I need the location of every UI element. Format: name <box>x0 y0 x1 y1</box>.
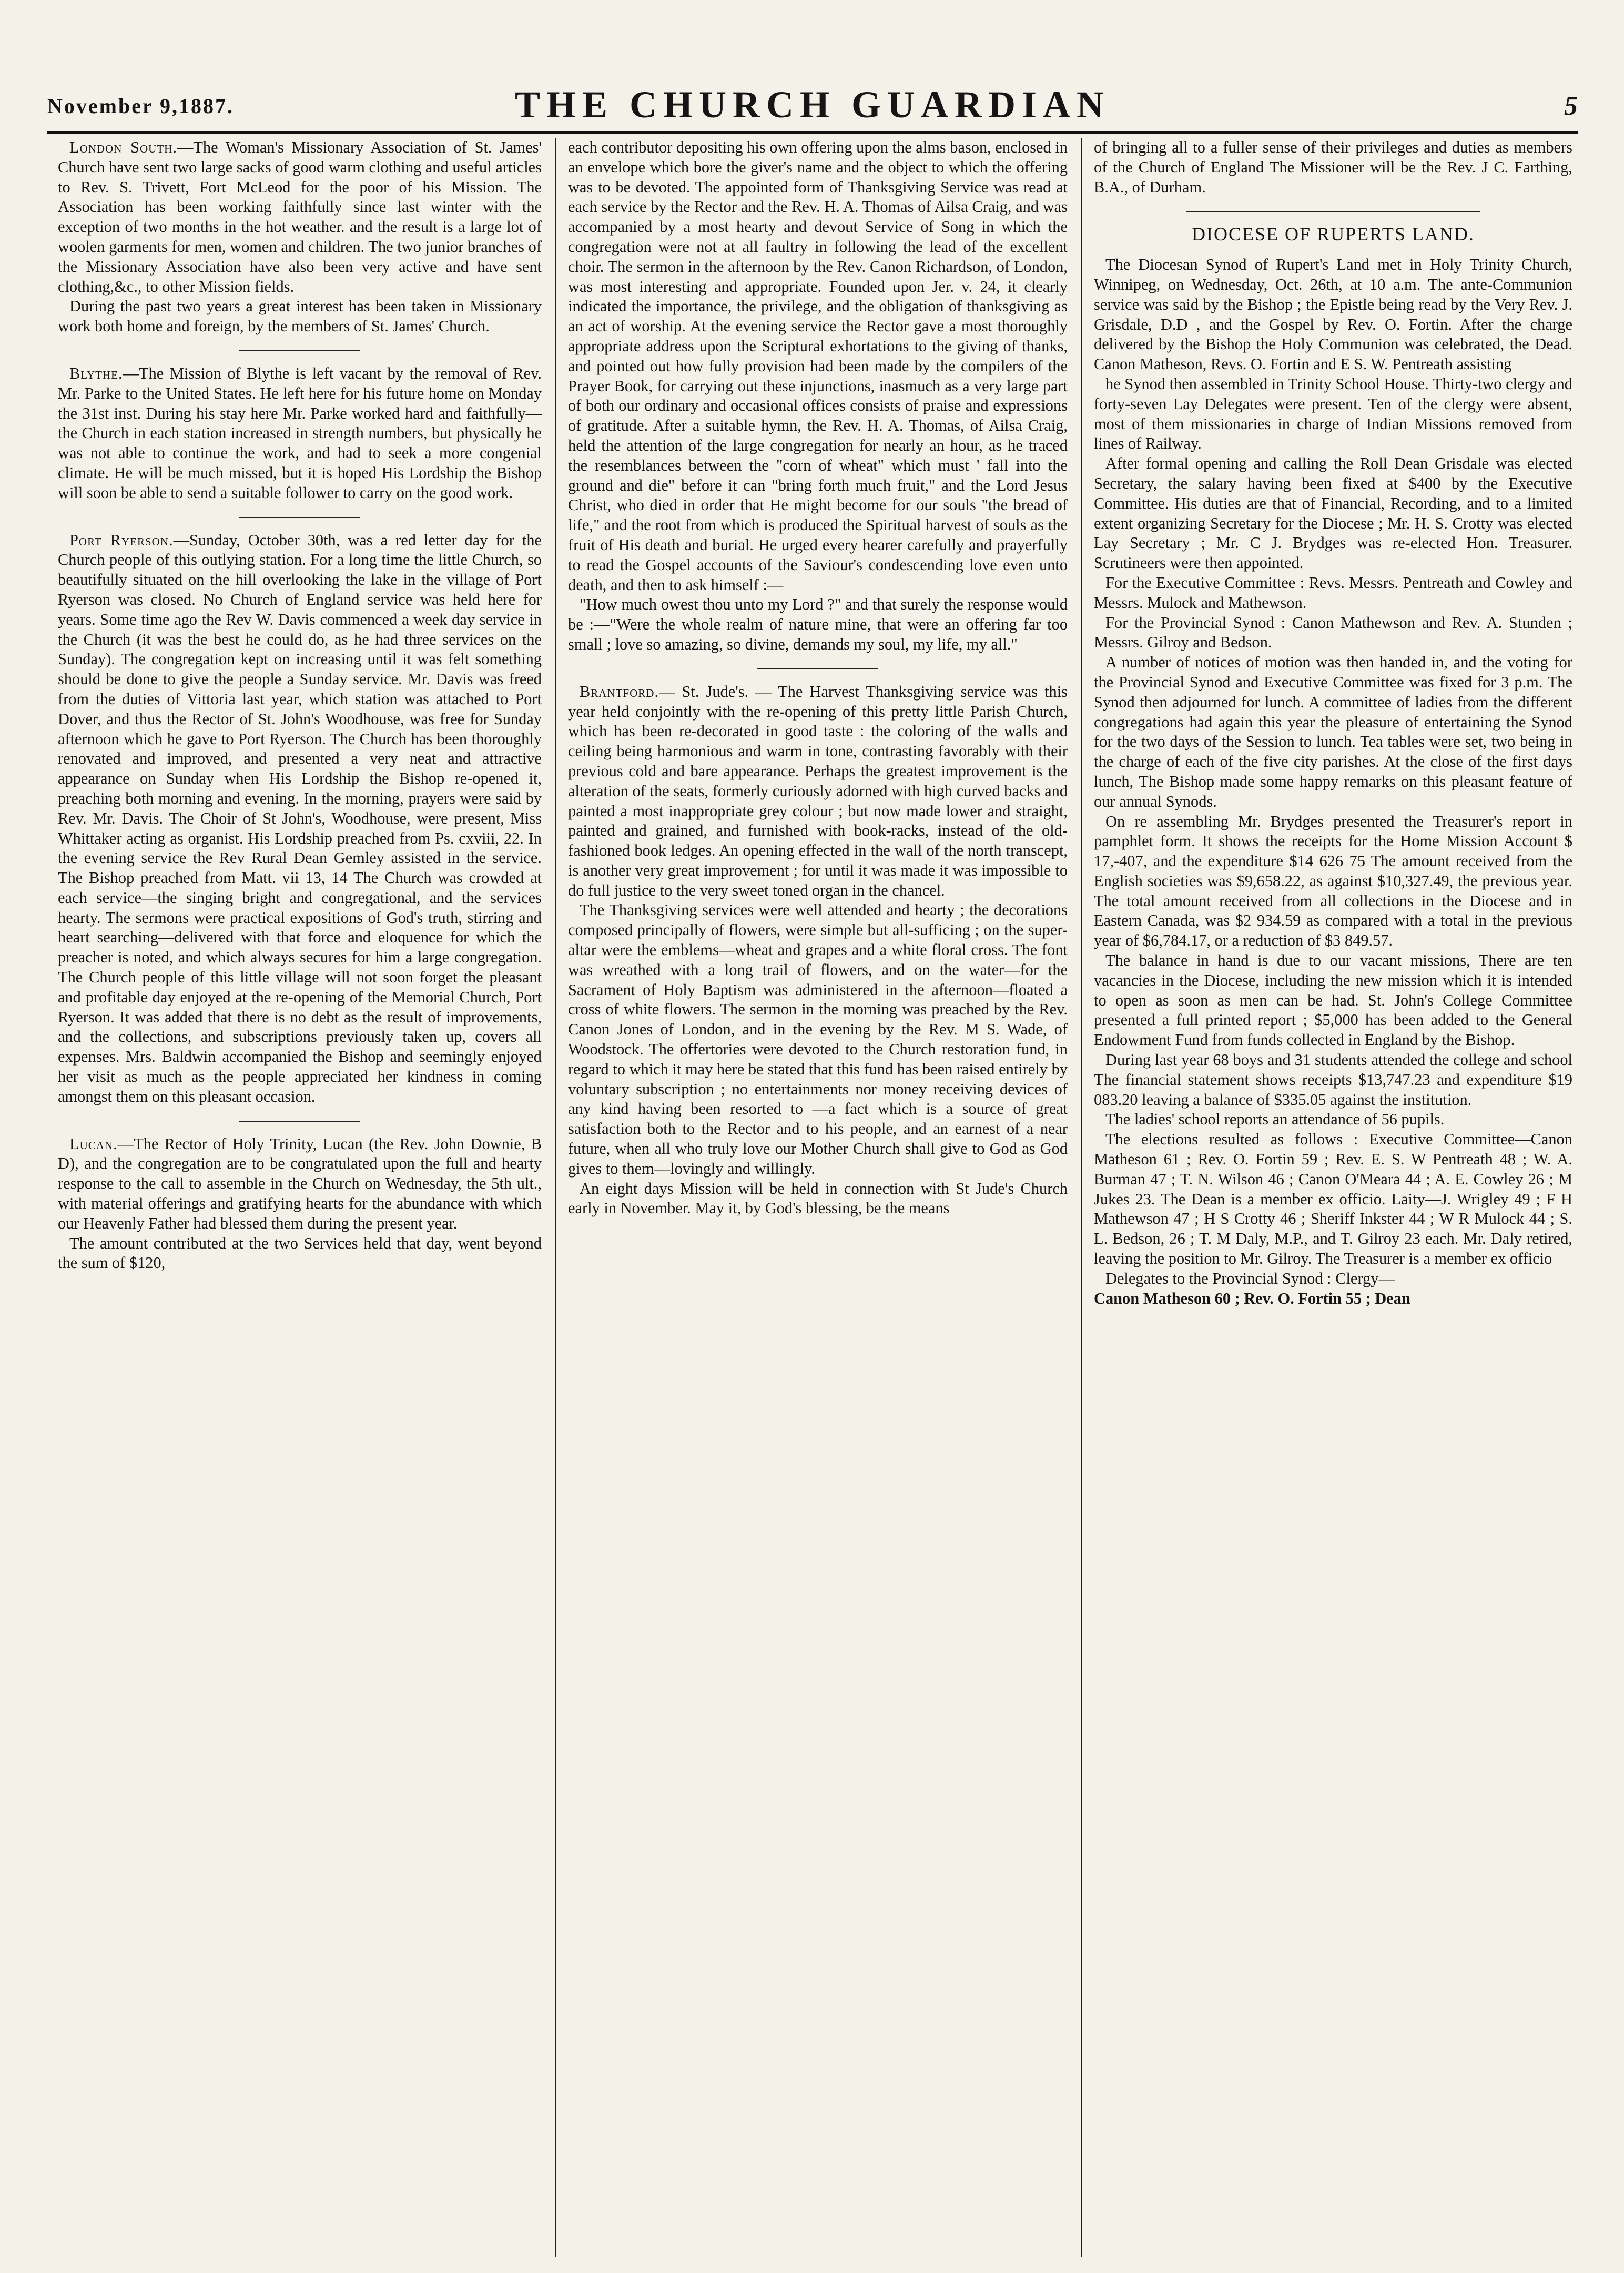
article-paragraph: After formal opening and calling the Roll Dean Grisdale was elected Secretary, the salary having been fixed at $400 by the Executive Committee. His duties are that of Financial, Recording, and to a limited extent organizing Secretary for the Diocese ; Mr. H. S. Crotty was elected Lay Secretary ; Mr. C J. Brydges was re-elected Hon. Treasurer. Scrutineers were then appointed. <box>1094 454 1572 572</box>
article-paragraph: of bringing all to a fuller sense of their privileges and duties as members of the Church of England The Missioner will be the Rev. J C. Farthing, B.A., of Durham. <box>1094 138 1572 196</box>
page-header <box>47 79 1578 137</box>
masthead-title: THE CHURCH GUARDIAN <box>514 84 1111 126</box>
article-separator <box>1186 211 1480 212</box>
article-lead: London South. <box>69 138 177 156</box>
column-divider <box>555 138 556 2257</box>
article-paragraph: During the past two years a great interest has been taken in Missionary work both home and foreign, by the members of St. James' Church. <box>58 297 542 336</box>
article-paragraph: For the Executive Committee : Revs. Messrs. Pentreath and Cowley and Messrs. Mulock and Mathewson. <box>1094 573 1572 612</box>
article-lucan <box>58 1134 542 1234</box>
article-lead: Lucan. <box>69 1134 118 1153</box>
header-rule <box>47 131 1578 134</box>
issue-date: November 9,1887. <box>47 94 234 118</box>
article-brantford <box>568 682 1068 901</box>
article-port-ryerson <box>58 531 542 1107</box>
article-text: — St. Jude's. — The Harvest Thanksgiving service was this year held conjointly with the re-opening of this pretty little Parish Church, which has been re-decorated in good taste : the coloring of the walls and ceiling being harmonious and warm in tone, contrasting favorably with their previous cold and bare appearance. Perhaps the greatest improvement is the alteration of the seats, formerly curiously adorned with high curved backs and painted a most inappropriate grey colour ; but now made lower and straight, painted and grained, and furnished with book-racks, instead of the old-fashioned book ledges. An opening effected in the wall of the north transcept, is another very great improvement ; for until it was made it was impossible to do full justice to the very sweet toned organ in the chancel. <box>568 682 1068 899</box>
article-paragraph: For the Provincial Synod : Canon Mathewson and Rev. A. Stunden ; Messrs. Gilroy and Bedson. <box>1094 613 1572 652</box>
article-paragraph: The Thanksgiving services were well attended and hearty ; the decorations composed principally of flowers, were simple but all-sufficing ; on the super-altar were the emblems—wheat and grapes and a white floral cross. The font was wreathed with a long trail of flowers, and on the water—for the Sacrament of Holy Baptism was administered in the afternoon—floated a cross of white flowers. The sermon in the morning was preached by the Rev. Canon Jones of London, and in the evening by the Rev. M S. Wade, of Woodstock. The offertories were devoted to the Church restoration fund, in regard to which it may here be stated that this fund has been raised entirely by voluntary subscription ; no entertainments nor money receiving devices of any kind having been resorted to —a fact which is a source of great satisfaction both to the Rector and to his people, and an earnest of a near future, when all who truly love our Mother Church shall give to God as God gives to them—lovingly and willingly. <box>568 901 1068 1178</box>
column-divider <box>1081 138 1082 2257</box>
article-lead: Brantford. <box>580 682 659 701</box>
article-separator <box>239 1121 360 1122</box>
article-lead: Port Ryerson. <box>69 531 174 549</box>
article-blythe <box>58 364 542 503</box>
article-separator <box>239 517 360 518</box>
article-paragraph: "How much owest thou unto my Lord ?" and that surely the response would be :—"Were the whole realm of nature mine, that were an offering far too small ; love so amazing, so divine, demands my soul, my life, my all." <box>568 595 1068 653</box>
column-2 <box>568 138 1068 2247</box>
article-paragraph: During last year 68 boys and 31 students attended the college and school The financial statement shows receipts $13,747.23 and expenditure $19 083.20 leaving a balance of $335.05 against the institution. <box>1094 1051 1572 1109</box>
article-paragraph: The balance in hand is due to our vacant missions, There are ten vacancies in the Diocese, including the new mission which it is intended to open as soon as men can be had. St. John's College Committee presented a full printed report ; $5,000 has been added to the General Endowment Fund from funds collected in England by the Bishop. <box>1094 951 1572 1049</box>
article-paragraph: On re assembling Mr. Brydges presented the Treasurer's report in pamphlet form. It shows the receipts for the Home Mission Account $ 17,-407, and the expenditure $14 626 75 The amount received from the English societies was $9,658.22, as against $10,327.49, the previous year. The total amount received from all collections in the Diocese and in Eastern Canada, was $2 934.59 as compared with a total in the previous year of $6,784.17, or a reduction of $3 849.57. <box>1094 812 1572 950</box>
article-text: —The Woman's Missionary Association of St. James' Church have sent two large sacks of good warm clothing and useful articles to Rev. S. Trivett, Fort McLeod for the poor of his Mission. The Association has been working faithfully since last winter with the exception of two months in the hot weather. and the result is a large lot of woolen garments for men, women and children. The two junior branches of the Missionary Association have also been very active and have sent clothing,&c., to other Mission fields. <box>58 138 542 296</box>
article-paragraph: The amount contributed at the two Services held that day, went beyond the sum of $120, <box>58 1234 542 1272</box>
article-paragraph: The elections resulted as follows : Executive Committee—Canon Matheson 61 ; Rev. O. Fortin 59 ; Rev. E. S. W Pentreath 48 ; W. A. Burman 47 ; T. N. Wilson 46 ; Canon O'Meara 44 ; A. E. Cowley 26 ; M Jukes 23. The Dean is a member ex officio. Laity—J. Wrigley 49 ; F H Mathewson 47 ; H S Crotty 46 ; Sheriff Inkster 44 ; W R Mulock 44 ; S. L. Bedson, 26 ; T. M Daly, M.P., and T. Gilroy 23 each. Mr. Daly retired, leaving the position to Mr. Gilroy. The Treasurer is a member ex officio <box>1094 1130 1572 1268</box>
article-text: —The Mission of Blythe is left vacant by the removal of Rev. Mr. Parke to the United States. He left here for his future home on Monday the 31st inst. During his stay here Mr. Parke worked hard and faithfully—the Church in each station increased in strength numbers, but physically he was not able to continue the work, and had to seek a more congenial climate. He will be much missed, but it is hoped His Lordship the Bishop will soon be able to send a suitable follower to carry on the good work. <box>58 364 542 502</box>
column-1 <box>58 138 542 2247</box>
article-separator <box>757 668 878 669</box>
article-paragraph: Canon Matheson 60 ; Rev. O. Fortin 55 ; Dean <box>1094 1289 1410 1307</box>
article-london-south <box>58 138 542 297</box>
article-paragraph: The Diocesan Synod of Rupert's Land met in Holy Trinity Church, Winnipeg, on Wednesday, Oct. 26th, at 10 a.m. The ante-Communion service was said by the Bishop ; the Epistle being read by the Very Rev. J. Grisdale, D.D , and the Gospel by Rev. O. Fortin. After the charge delivered by the Bishop the Holy Communion was celebrated, the Dead. Canon Matheson, Revs. O. Fortin and E S. W. Pentreath assisting <box>1094 256 1572 373</box>
section-heading: DIOCESE OF RUPERTS LAND. <box>1192 224 1475 245</box>
page-number: 5 <box>1564 91 1578 121</box>
article-paragraph: The ladies' school reports an attendance of 56 pupils. <box>1105 1110 1445 1129</box>
article-paragraph: An eight days Mission will be held in connection with St Jude's Church early in November. May it, by God's blessing, be the means <box>568 1179 1068 1217</box>
article-text: —The Rector of Holy Trinity, Lucan (the Rev. John Downie, B D), and the congregation are to be congratulated upon the full and hearty response to the call to assemble in the Church on Wednesday, the 5th ult., with material offerings and gratifying hearts for the abundance with which our Heavenly Father had blessed them during the present year. <box>58 1134 542 1232</box>
article-separator <box>239 350 360 351</box>
article-paragraph: he Synod then assembled in Trinity School House. Thirty-two clergy and forty-seven Lay Delegates were present. Ten of the clergy were absent, most of them missionaries in charge of Indian Missions removed from lines of Railway. <box>1094 374 1572 453</box>
article-paragraph: each contributor depositing his own offering upon the alms bason, enclosed in an envelope which bore the giver's name and the object to which the offering was to be devoted. The appointed form of Thanksgiving Service was read at each service by the Rector and the Rev. H. A. Thomas of Ailsa Craig, and was accompanied by a most hearty and devout Service of Song in which the congregation were not at all faultry in following the lead of the excellent choir. The sermon in the afternoon by the Rev. Canon Richardson, of London, was most interesting and appropriate. Founded upon Jer. v. 24, it clearly indicated the importance, the privilege, and the obligation of thanksgiving as an act of worship. At the evening service the Rector gave a most thoroughly appropriate address upon the Scriptural exhortations to the giving of thanks, and pointed out how fully provision had been made by the compilers of the Prayer Book, for carrying out these injunctions, inasmuch as a very large part of both our ordinary and occasional offices consists of praise and expressions of gratitude. After a suitable hymn, the Rev. H. A. Thomas, of Ailsa Craig, held the attention of the large congregation for nearly an hour, as he traced the resemblances between the "corn of wheat" which must ' fall into the ground and die" before it can "bring forth much fruit," and the Lord Jesus Christ, who died in order that He might become for our souls "the bread of life," and the root from which is produced the Spiritual harvest of souls as the fruit of His death and burial. He urged every hearer carefully and prayerfully to read the Gospel accounts of the Saviour's condescending love even unto death, and then to ask himself :— <box>568 138 1068 594</box>
article-text: —Sunday, October 30th, was a red letter day for the Church people of this outlying station. For a long time the little Church, so beautifully situated on the hill overlooking the lake in the village of Port Ryerson was closed. No Church of England service was held here for years. Some time ago the Rev W. Davis commenced a week day service in the Church (it was the best he could do, as he had three services on the Sunday). The congregation kept on increasing until it was felt something should be done to give the people a Sunday service. Mr. Davis was freed from the duties of Vittoria last year, which station was attached to Port Dover, and thus the Rector of St. John's Woodhouse, was free for Sunday afternoon which he gave to Port Ryerson. The Church has been thoroughly renovated and improved, and presented a very neat and attractive appearance on Sunday when His Lordship the Bishop re-opened it, preaching both morning and evening. In the morning, prayers were said by Rev. Mr. Davis. The Choir of St John's, Woodhouse, were present, Miss Whittaker acting as organist. His Lordship preached from Ps. cxviii, 22. In the evening service the Rev Rural Dean Gemley assisted in the service. The Bishop preached from Matt. vii 13, 14 The Church was crowded at each service—the singing bright and congregational, and the services hearty. The sermons were practical expositions of God's truth, stirring and heart searching—delivered with that force and eloquence for which the preacher is noted, and which always secures for him a large congregation. The Church people of this little village will not soon forget the pleasant and profitable day enjoyed at the re-opening of the Memorial Church, Port Ryerson. It was added that there is no debt as the result of improvements, and the collections, and subscriptions previously taken up, covers all expenses. Mrs. Baldwin accompanied the Bishop and seemingly enjoyed her visit as much as the people appreciated her kindness in coming amongst them on this pleasant occasion. <box>58 531 542 1105</box>
article-lead: Blythe. <box>69 364 123 382</box>
article-paragraph: Delegates to the Provincial Synod : Clergy— <box>1105 1269 1395 1287</box>
column-3 <box>1094 138 1572 2247</box>
article-paragraph: A number of notices of motion was then handed in, and the voting for the Provincial Synod and Executive Committee was fixed for 3 p.m. The Synod then adjourned for lunch. A committee of ladies from the different congregations had again this year the pleasure of entertaining the Synod for the two days of the Session to lunch. Tea tables were set, two being in the charge of each of the five city parishes. At the close of the first days lunch, The Bishop made some happy remarks on this pleasant feature of our annual Synods. <box>1094 653 1572 810</box>
